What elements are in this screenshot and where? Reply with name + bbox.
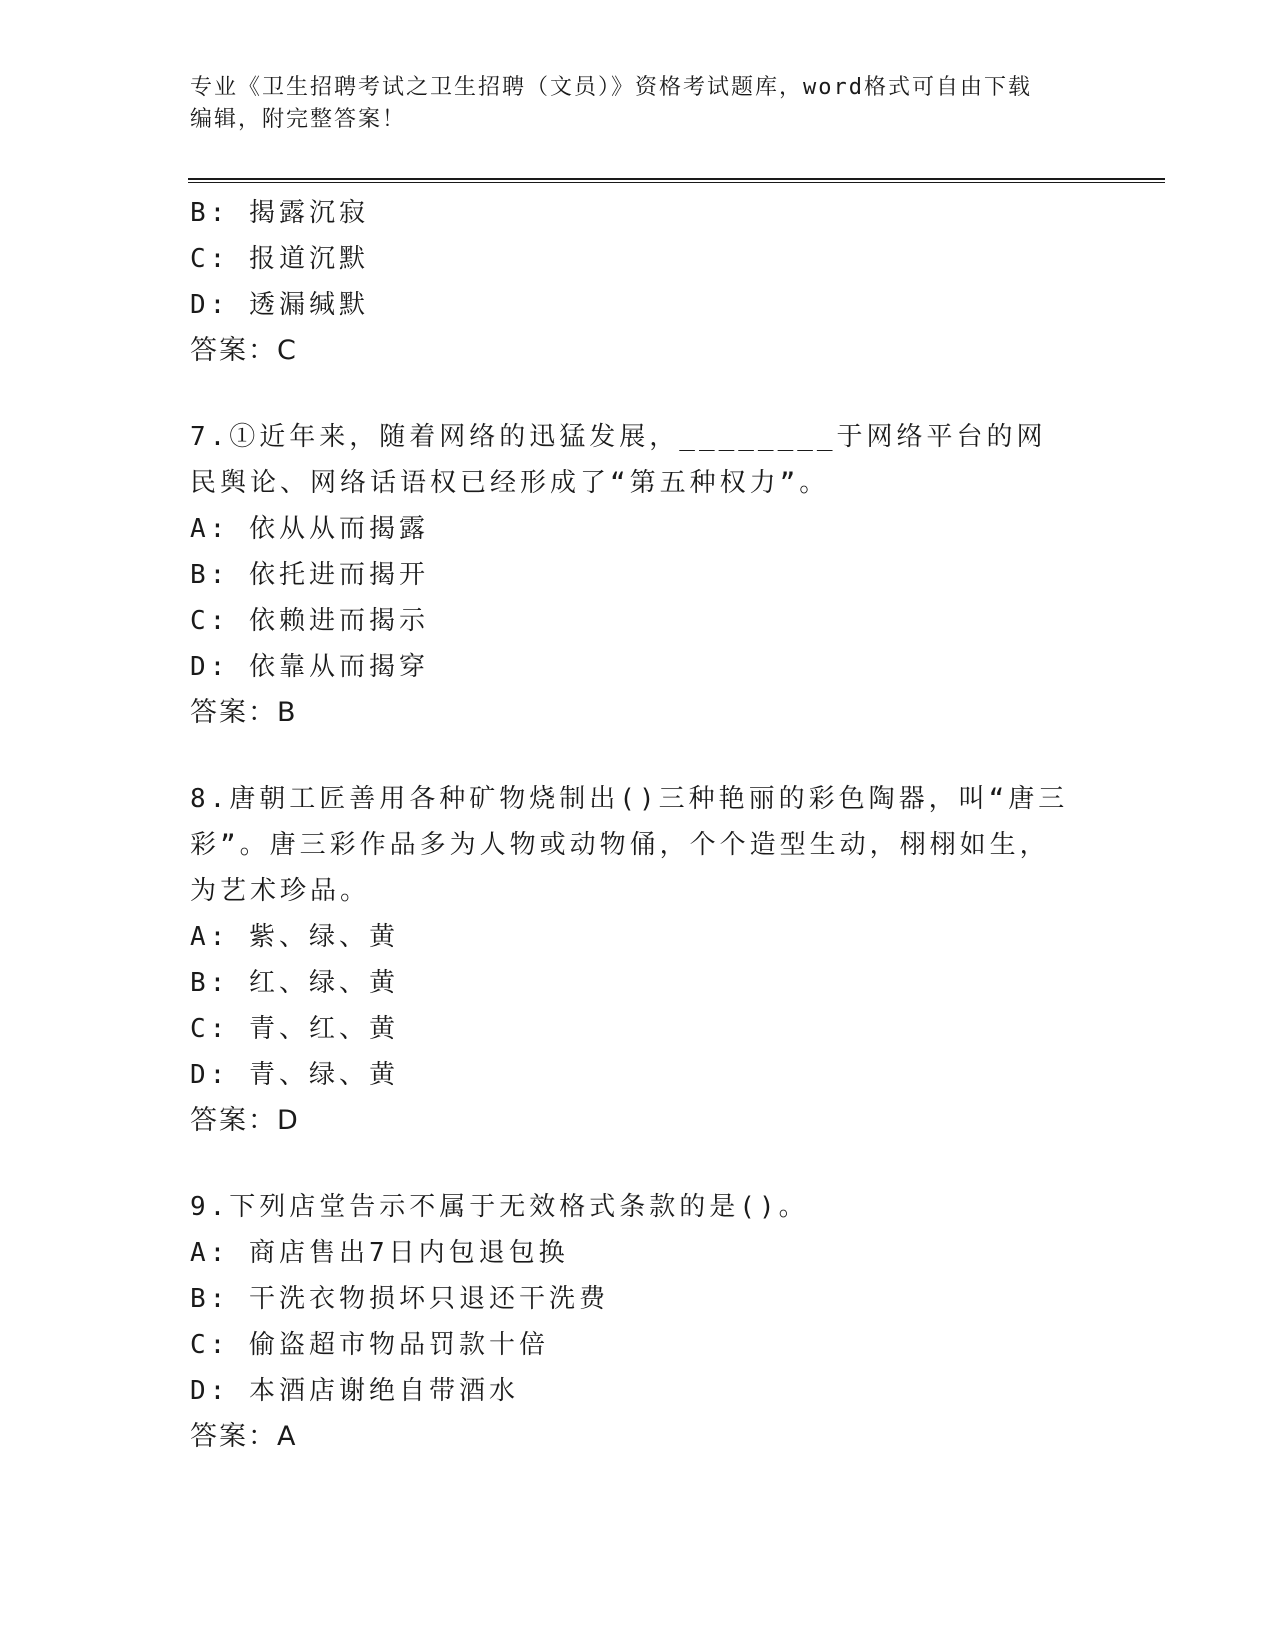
question-block-prev [190, 190, 1090, 374]
question-text: 8.唐朝工匠善用各种矿物烧制出()三种艳丽的彩色陶器，叫“唐三彩”。唐三彩作品多为人物或动物俑，个个造型生动，栩栩如生，为艺术珍品。 [190, 784, 1069, 906]
question-block-7 [190, 414, 1090, 736]
question-text: 9.下列店堂告示不属于无效格式条款的是()。 [190, 1192, 809, 1222]
option-a: A: 依从从而揭露 [190, 514, 429, 544]
option-d: D: 本酒店谢绝自带酒水 [190, 1376, 519, 1406]
option-b: B: 揭露沉寂 [190, 198, 369, 228]
option-d: D: 青、绿、黄 [190, 1060, 399, 1090]
option-c: C: 青、红、黄 [190, 1014, 399, 1044]
option-c: C: 依赖进而揭示 [190, 606, 429, 636]
option-d: D: 依靠从而揭穿 [190, 652, 429, 682]
question-block-8 [190, 776, 1090, 1144]
option-b: B: 红、绿、黄 [190, 968, 399, 998]
question-block-9 [190, 1184, 1090, 1460]
answer-line: 答案：B [190, 697, 298, 728]
option-d: D: 透漏缄默 [190, 290, 369, 320]
option-c: C: 报道沉默 [190, 244, 369, 274]
header-divider [188, 178, 1165, 183]
option-a: A: 商店售出7日内包退包换 [190, 1238, 569, 1268]
option-c: C: 偷盗超市物品罚款十倍 [190, 1330, 549, 1360]
question-text: 7.①近年来，随着网络的迅猛发展，________于网络平台的网民舆论、网络话语权已经形成了“第五种权力”。 [190, 422, 1047, 498]
header-line-1: 专业《卫生招聘考试之卫生招聘（文员）》资格考试题库，word格式可自由下载 [190, 75, 1032, 100]
answer-line: 答案：A [190, 1421, 298, 1452]
option-b: B: 干洗衣物损坏只退还干洗费 [190, 1284, 609, 1314]
header-line-2: 编辑，附完整答案！ [190, 107, 407, 132]
answer-line: 答案：C [190, 335, 298, 366]
option-a: A: 紫、绿、黄 [190, 922, 399, 952]
question-list [190, 190, 1090, 1460]
option-b: B: 依托进而揭开 [190, 560, 429, 590]
answer-line: 答案：D [190, 1105, 300, 1136]
document-header [190, 72, 1090, 136]
